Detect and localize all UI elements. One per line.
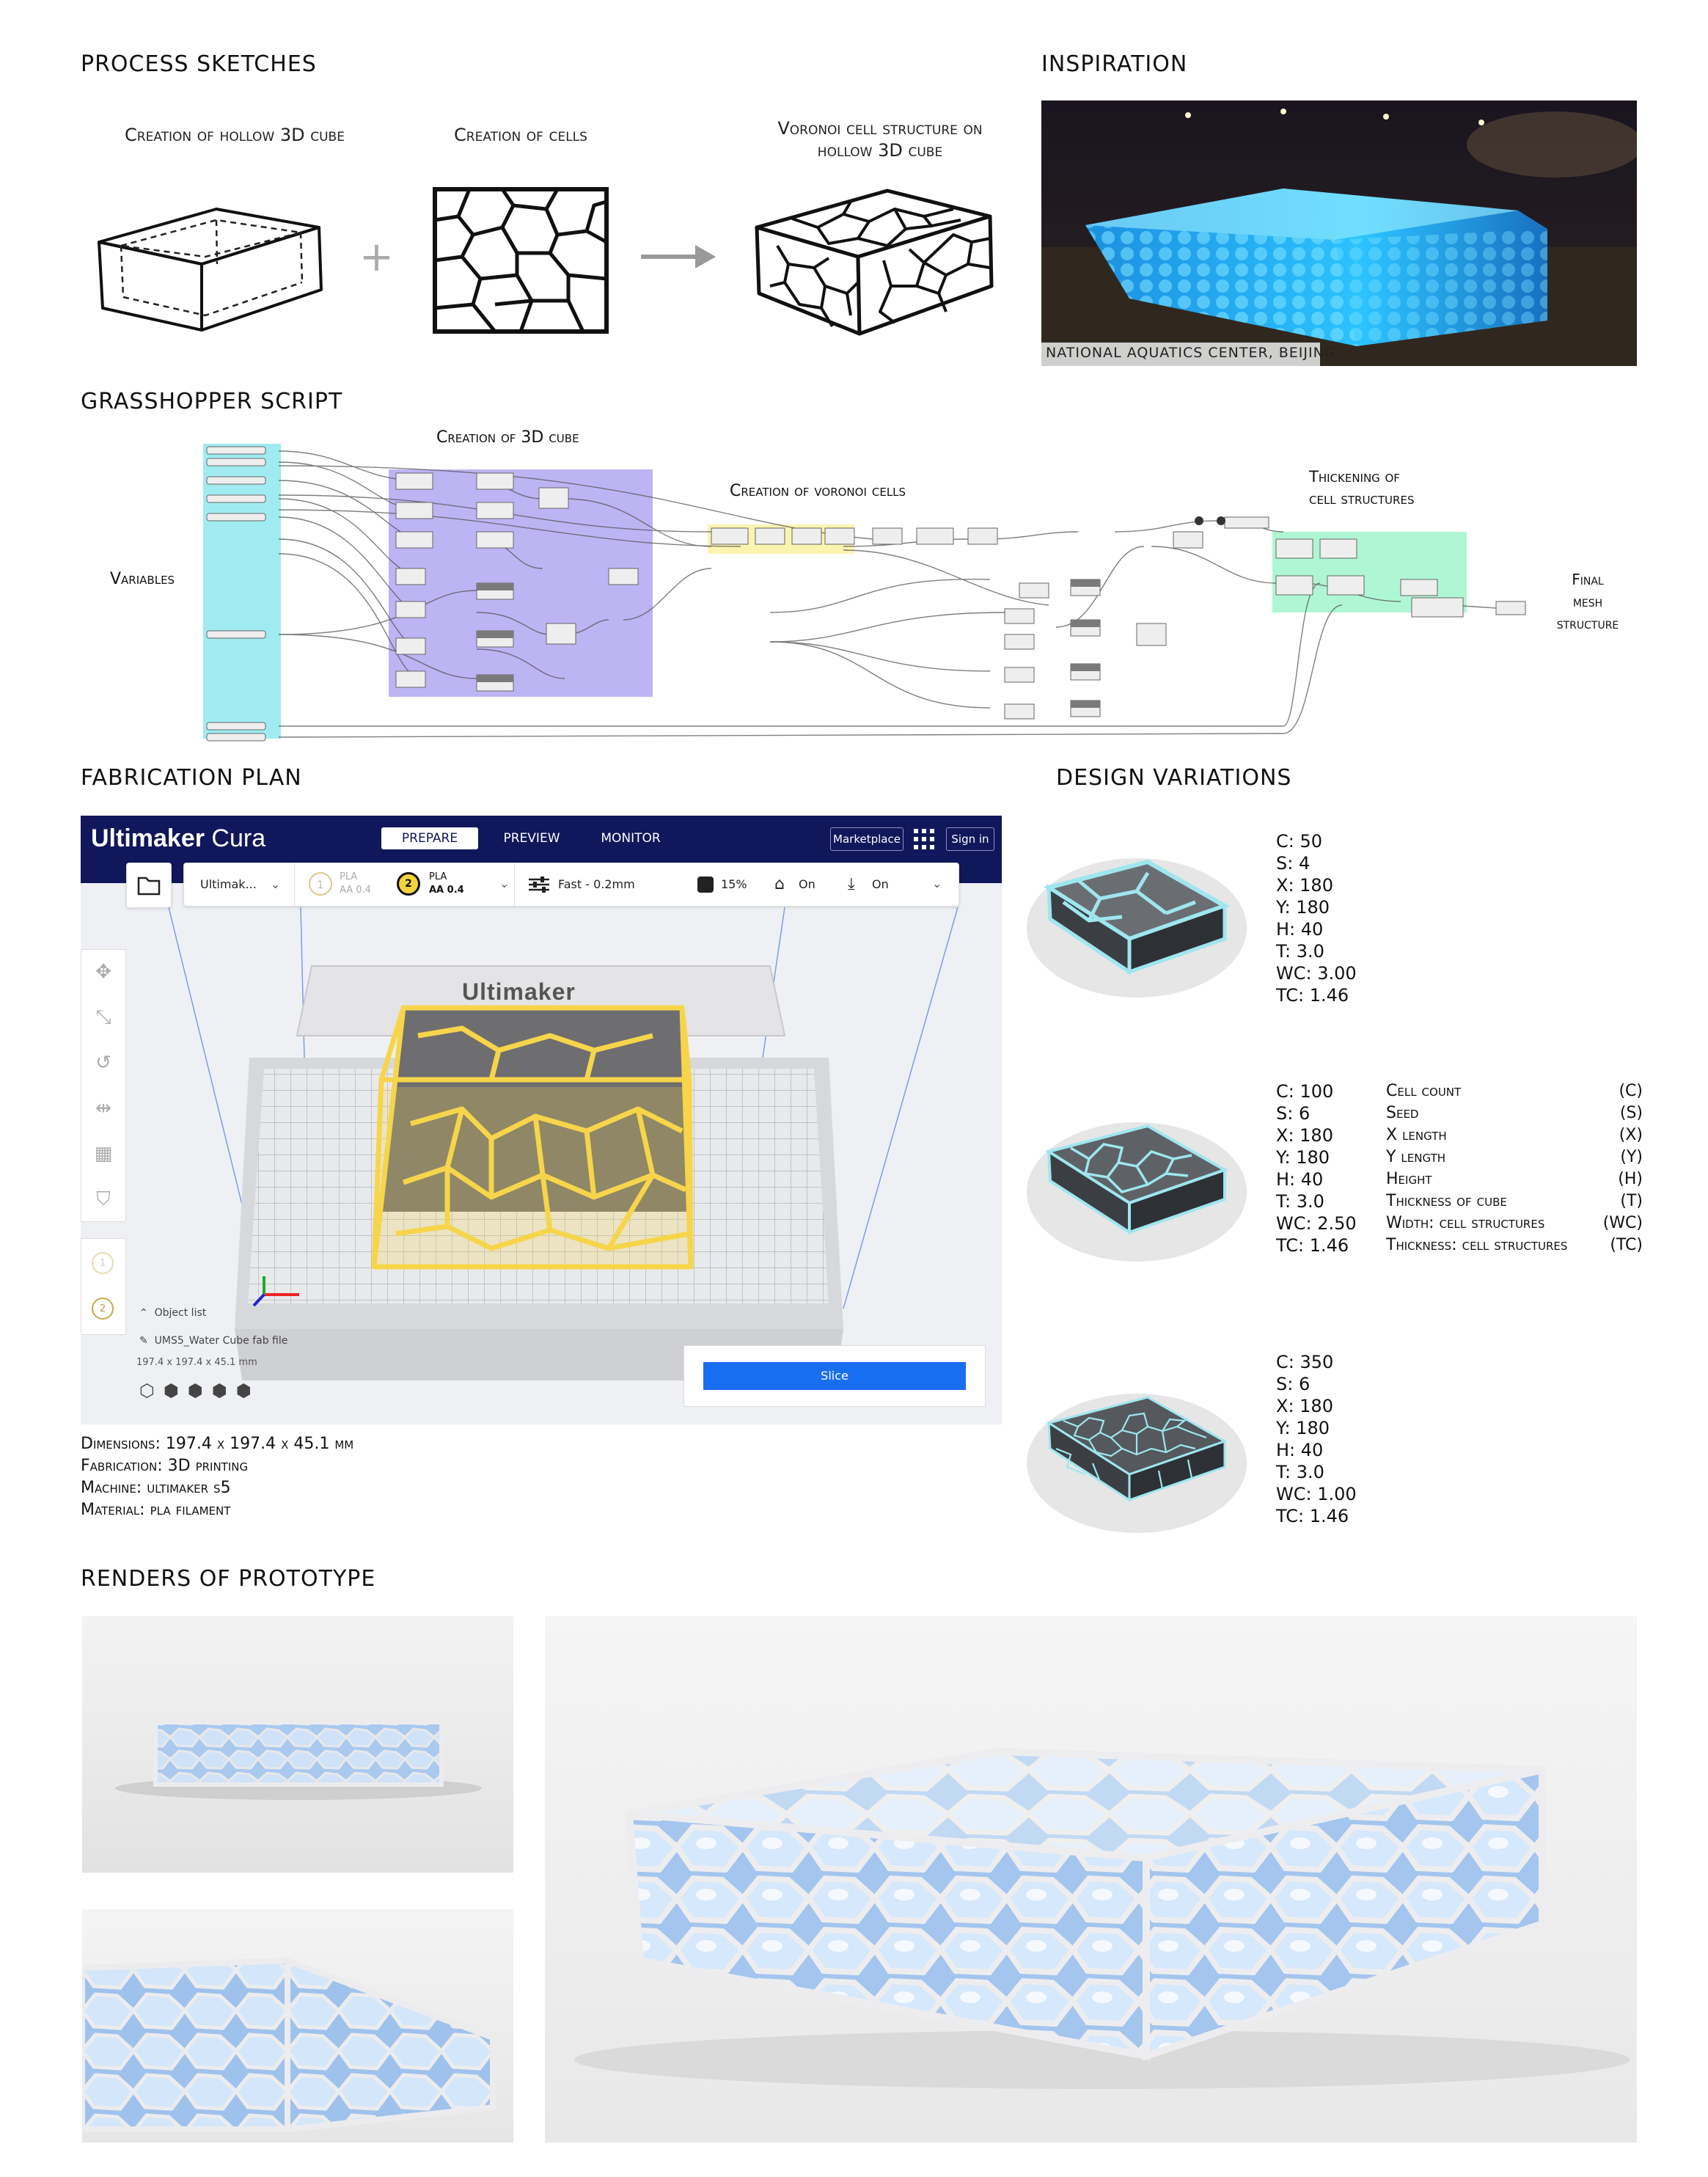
var2-tc: TC: 1.46 xyxy=(1276,1235,1349,1256)
extruder-1-material: PLA xyxy=(340,871,358,882)
legend-code: (WC) xyxy=(1602,1214,1643,1232)
rotate-tool-icon[interactable]: ↺ xyxy=(95,1052,111,1074)
scale-tool-icon[interactable]: ⤡ xyxy=(95,1006,111,1028)
per-model-settings-icon[interactable]: ▦ xyxy=(94,1143,113,1165)
print-profile-selector[interactable]: Fast - 0.2mm xyxy=(558,877,635,891)
var1-h: H: 40 xyxy=(1276,919,1324,940)
spec-machine: Machine: ultimaker s5 xyxy=(81,1479,231,1497)
var1-t: T: 3.0 xyxy=(1276,941,1324,962)
cura-brand-bold: Ultimaker xyxy=(91,824,205,852)
hollow-cube-sketch xyxy=(88,187,330,341)
extruder-2-badge[interactable]: 2 xyxy=(397,872,420,896)
gh-label-thicken-line2: cell structures xyxy=(1309,490,1415,508)
var3-x: X: 180 xyxy=(1276,1396,1333,1416)
gh-label-thicken xyxy=(1309,466,1414,510)
adhesion-icon: ⤓ xyxy=(848,875,855,893)
var1-s: S: 4 xyxy=(1276,853,1311,874)
var2-t: T: 3.0 xyxy=(1276,1191,1324,1212)
arrow-right-icon xyxy=(638,242,719,271)
legend-code: (C) xyxy=(1619,1082,1643,1100)
var1-x: X: 180 xyxy=(1276,875,1333,896)
legend-code: (T) xyxy=(1620,1192,1643,1210)
var2-c: C: 100 xyxy=(1276,1081,1334,1102)
group-variables xyxy=(203,444,281,739)
variation-specs-1 xyxy=(1276,830,1357,1006)
legend-code: (X) xyxy=(1619,1126,1643,1144)
sketch-label-hollow-cube: Creation of hollow 3D cube xyxy=(125,125,345,145)
tab-prepare[interactable]: PREPARE xyxy=(381,827,478,849)
gh-label-thicken-line1: Thickening of xyxy=(1309,468,1400,486)
heading-renders: RENDERS OF PROTOTYPE xyxy=(81,1566,376,1592)
var3-s: S: 6 xyxy=(1276,1374,1311,1394)
gh-label-final-line1: Final xyxy=(1572,571,1604,588)
var3-tc: TC: 1.46 xyxy=(1276,1506,1349,1526)
adhesion-value[interactable]: On xyxy=(872,877,889,891)
var1-y: Y: 180 xyxy=(1276,897,1330,918)
sketch-label-cells: Creation of cells xyxy=(454,125,587,145)
var3-wc: WC: 1.00 xyxy=(1276,1484,1357,1504)
spec-material: Material: pla filament xyxy=(81,1501,231,1519)
extruder-1-badge[interactable]: 1 xyxy=(309,872,332,896)
render-front-view xyxy=(82,1616,513,1873)
heading-process-sketches: PROCESS SKETCHES xyxy=(81,51,317,77)
sign-in-button[interactable]: Sign in xyxy=(946,827,994,851)
legend-name: X length xyxy=(1386,1126,1447,1144)
legend-name: Seed xyxy=(1386,1104,1419,1122)
build-plate-scene xyxy=(81,816,1002,1424)
var2-wc: WC: 2.50 xyxy=(1276,1213,1357,1234)
variation-render-2 xyxy=(1019,1097,1254,1273)
tab-preview[interactable]: PREVIEW xyxy=(503,831,560,846)
cura-window xyxy=(81,816,1002,1424)
heading-design-variations: DESIGN VARIATIONS xyxy=(1056,765,1292,791)
var1-c: C: 50 xyxy=(1276,831,1323,852)
spec-dimensions: Dimensions: 197.4 x 197.4 x 45.1 mm xyxy=(81,1435,354,1453)
mirror-tool-icon[interactable]: ⇹ xyxy=(95,1097,111,1119)
legend-name: Thickness: cell structures xyxy=(1386,1236,1568,1254)
slice-panel xyxy=(683,1345,986,1407)
fabrication-specs xyxy=(81,1433,353,1521)
chevron-down-icon: ⌄ xyxy=(270,877,281,891)
support-icon: ⌂ xyxy=(774,875,785,893)
var3-h: H: 40 xyxy=(1276,1440,1324,1460)
variation-render-3 xyxy=(1019,1368,1254,1544)
chevron-up-icon: ⌃ xyxy=(139,1307,148,1319)
inspiration-photo xyxy=(1041,100,1637,366)
extruder-2-core: AA 0.4 xyxy=(429,885,464,896)
legend-code: (H) xyxy=(1618,1170,1643,1188)
variation-render-1 xyxy=(1019,833,1254,1009)
voronoi-cube-sketch xyxy=(748,176,997,345)
extruder-2-tool[interactable]: 2 xyxy=(92,1298,114,1320)
plate-logo: Ultimaker xyxy=(462,978,576,1005)
model-dimensions: 197.4 x 197.4 x 45.1 mm xyxy=(136,1357,257,1368)
printer-name: Ultimak... xyxy=(200,877,257,891)
inspiration-caption: NATIONAL AQUATICS CENTER, BEIJING xyxy=(1046,345,1336,361)
marketplace-button[interactable]: Marketplace xyxy=(830,827,904,851)
legend-name: Thickness of cube xyxy=(1386,1192,1507,1210)
printed-model xyxy=(374,1008,691,1267)
var2-s: S: 6 xyxy=(1276,1103,1311,1124)
legend-name: Y length xyxy=(1386,1148,1446,1166)
cells-sketch xyxy=(429,183,612,337)
view-orientation-icons[interactable]: ⬡⬢⬢⬢⬢ xyxy=(139,1380,260,1401)
infill-value[interactable]: 15% xyxy=(721,877,747,891)
sketch-label-voronoi-line2: hollow 3D cube xyxy=(817,140,943,161)
sketch-label-voronoi-line1: Voronoi cell structure on xyxy=(777,118,983,139)
tab-monitor[interactable]: MONITOR xyxy=(601,831,661,846)
gh-label-cube: Creation of 3D cube xyxy=(436,428,579,447)
slice-button[interactable]: Slice xyxy=(703,1362,966,1390)
legend-code: (Y) xyxy=(1620,1148,1643,1166)
var2-x: X: 180 xyxy=(1276,1125,1333,1146)
var3-t: T: 3.0 xyxy=(1276,1462,1324,1482)
legend-code: (S) xyxy=(1619,1104,1643,1122)
var2-h: H: 40 xyxy=(1276,1169,1324,1190)
legend-code: (TC) xyxy=(1610,1236,1643,1254)
heading-inspiration: INSPIRATION xyxy=(1041,51,1188,77)
file-name: UMS5_Water Cube fab file xyxy=(154,1335,288,1347)
legend-name: Cell count xyxy=(1386,1082,1462,1100)
gh-label-final-line3: structure xyxy=(1556,615,1619,632)
support-value[interactable]: On xyxy=(799,877,815,891)
gh-label-voronoi: Creation of voronoi cells xyxy=(730,482,906,500)
legend-name: Height xyxy=(1386,1170,1432,1188)
cura-brand-light: Cura xyxy=(204,824,266,852)
object-list-toggle[interactable] xyxy=(139,1307,206,1319)
extruder-1-tool[interactable]: 1 xyxy=(92,1252,114,1274)
gh-label-final-line2: mesh xyxy=(1572,593,1603,610)
var3-y: Y: 180 xyxy=(1276,1418,1330,1438)
chevron-down-icon: ⌄ xyxy=(932,877,942,890)
object-list-label: Object list xyxy=(154,1307,207,1319)
var3-c: C: 350 xyxy=(1276,1352,1334,1372)
extruder-1-core: AA 0.4 xyxy=(340,885,371,896)
extruder-2-material: PLA xyxy=(429,871,447,882)
heading-grasshopper-script: GRASSHOPPER SCRIPT xyxy=(81,389,343,414)
chevron-down-icon: ⌄ xyxy=(499,877,510,890)
parameter-legend xyxy=(1386,1080,1643,1256)
render-angle-view xyxy=(82,1909,513,2143)
support-blocker-icon[interactable]: ⛉ xyxy=(96,1188,111,1210)
render-perspective-view xyxy=(545,1616,1637,2143)
variation-specs-3 xyxy=(1276,1351,1357,1527)
var2-y: Y: 180 xyxy=(1276,1147,1330,1168)
legend-name: Width: cell structures xyxy=(1386,1214,1545,1232)
gh-label-variables: Variables xyxy=(110,570,175,588)
file-name-row[interactable] xyxy=(139,1335,287,1347)
sketch-label-voronoi xyxy=(733,117,1027,161)
move-tool-icon[interactable]: ✥ xyxy=(95,961,111,983)
var1-tc: TC: 1.46 xyxy=(1276,985,1349,1006)
spec-fabrication: Fabrication: 3D printing xyxy=(81,1457,249,1475)
heading-fabrication-plan: FABRICATION PLAN xyxy=(81,765,302,791)
var1-wc: WC: 3.00 xyxy=(1276,963,1357,984)
pencil-icon: ✎ xyxy=(139,1335,148,1347)
plus-sign: + xyxy=(359,233,394,281)
gh-label-final xyxy=(1544,568,1632,634)
variation-specs-2 xyxy=(1276,1080,1357,1256)
